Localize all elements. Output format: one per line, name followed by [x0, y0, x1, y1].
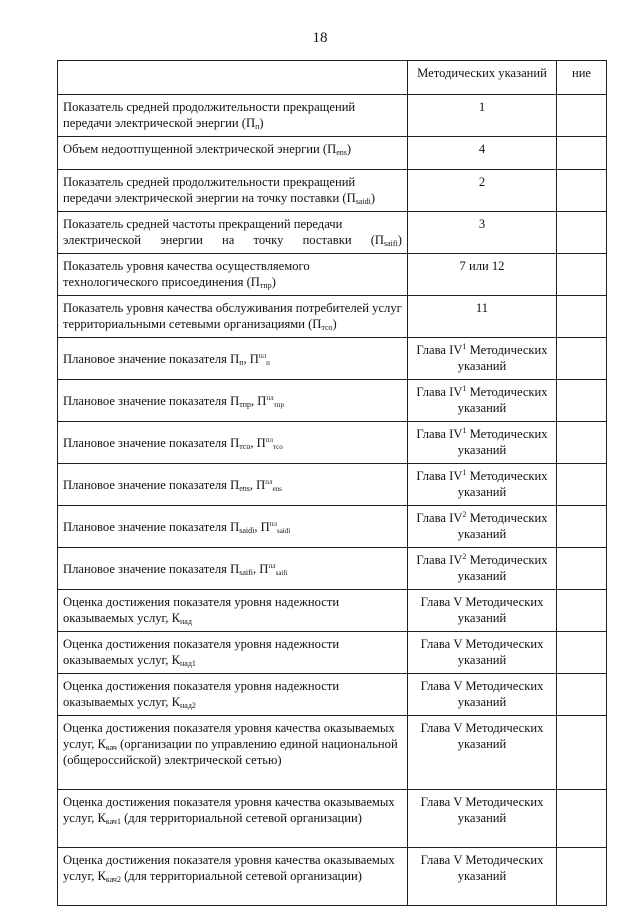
table-row [58, 464, 607, 506]
table-row [58, 632, 607, 674]
indicator-name: Оценка достижения показателя уровня качества оказываемых услуг, $К_{кач1}$ (для территориальной сетевой организации) [58, 790, 408, 848]
indicator-extra [557, 506, 607, 548]
indicator-name: Плановое значение показателя $П_{тсо}$, $П^{пл}_{тсо}$ [58, 422, 408, 464]
indicator-reference: Глава $IV^1$ Методических указаний [408, 338, 557, 380]
indicator-name: Оценка достижения показателя уровня надежности оказываемых услуг, $К_{над1}$ [58, 632, 408, 674]
indicator-name: Плановое значение показателя $П_{ens}$, $П^{пл}_{ens}$ [58, 464, 408, 506]
indicator-reference: Глава $IV^1$ Методических указаний [408, 464, 557, 506]
indicator-extra [557, 212, 607, 254]
indicator-reference: Глава $IV^1$ Методических указаний [408, 380, 557, 422]
indicator-name: Оценка достижения показателя уровня надежности оказываемых услуг, $К_{над2}$ [58, 674, 408, 716]
table-row [58, 254, 607, 296]
table-row [58, 506, 607, 548]
indicator-name: Показатель средней продолжительности прекращений передачи электрической энергии на точку поставки $(П_{saidi})$ [58, 170, 408, 212]
table-row [58, 674, 607, 716]
indicator-extra [557, 632, 607, 674]
indicator-reference: Глава V Методических указаний [408, 632, 557, 674]
header-cell-reference: Методических указаний [408, 61, 557, 95]
indicator-extra [557, 296, 607, 338]
indicator-reference: 2 [408, 170, 557, 212]
indicator-reference: Глава V Методических указаний [408, 790, 557, 848]
table-row [58, 95, 607, 137]
table-row [58, 848, 607, 906]
indicator-name: Показатель уровня качества обслуживания потребителей услуг территориальными сетевыми организациями $(П_{тсо})$ [58, 296, 408, 338]
indicator-extra [557, 95, 607, 137]
indicator-reference: Глава V Методических указаний [408, 590, 557, 632]
indicator-name: Объем недоотпущенной электрической энергии $(П_{ens})$ [58, 137, 408, 170]
indicator-name: Оценка достижения показателя уровня качества оказываемых услуг, $К_{кач2}$ (для территориальной сетевой организации) [58, 848, 408, 906]
indicator-reference: Глава V Методических указаний [408, 716, 557, 790]
indicator-extra [557, 422, 607, 464]
indicator-name: Показатель уровня качества осуществляемого технологического присоединения $(П_{тпр})$ [58, 254, 408, 296]
table-row [58, 212, 607, 254]
indicator-table [57, 60, 607, 906]
indicator-extra [557, 464, 607, 506]
header-cell-extra: ние [557, 61, 607, 95]
indicator-reference: Глава V Методических указаний [408, 848, 557, 906]
indicator-reference: 7 или 12 [408, 254, 557, 296]
table-row [58, 548, 607, 590]
indicator-name: Плановое значение показателя $П_{saifi}$, $П^{пл}_{saifi}$ [58, 548, 408, 590]
header-cell-name [58, 61, 408, 95]
indicator-reference: 4 [408, 137, 557, 170]
indicator-name: Оценка достижения показателя уровня надежности оказываемых услуг, $К_{над}$ [58, 590, 408, 632]
page-number: 18 [312, 30, 328, 46]
indicator-reference: 1 [408, 95, 557, 137]
indicator-extra [557, 716, 607, 790]
table-row [58, 790, 607, 848]
indicator-name: Показатель средней частоты прекращений передачи электрической энергии на точку поставки $(П_{saifi})$ [58, 212, 408, 254]
indicator-reference: Глава $IV^2$ Методических указаний [408, 506, 557, 548]
table-row [58, 422, 607, 464]
indicator-reference: Глава V Методических указаний [408, 674, 557, 716]
indicator-extra [557, 790, 607, 848]
indicator-extra [557, 380, 607, 422]
indicator-extra [557, 137, 607, 170]
table-row [58, 716, 607, 790]
indicator-extra [557, 338, 607, 380]
table-header-row [58, 61, 607, 95]
indicator-name: Показатель средней продолжительности прекращений передачи электрической энергии $(П_п)$ [58, 95, 408, 137]
table-row [58, 590, 607, 632]
indicator-reference: Глава $IV^2$ Методических указаний [408, 548, 557, 590]
indicator-reference: Глава $IV^1$ Методических указаний [408, 422, 557, 464]
indicator-extra [557, 674, 607, 716]
indicator-extra [557, 548, 607, 590]
indicator-name: Плановое значение показателя $П_п$, $П^{пл}_п$ [58, 338, 408, 380]
indicator-extra [557, 170, 607, 212]
indicator-extra [557, 848, 607, 906]
table-row [58, 137, 607, 170]
table-row [58, 170, 607, 212]
indicator-name: Оценка достижения показателя уровня качества оказываемых услуг, $К_{кач}$ (организации по управлению единой национальной (общероссийской) электрической сетью) [58, 716, 408, 790]
table-row [58, 380, 607, 422]
indicator-name: Плановое значение показателя $П_{saidi}$, $П^{пл}_{saidi}$ [58, 506, 408, 548]
indicator-extra [557, 590, 607, 632]
table-row [58, 338, 607, 380]
indicator-reference: 3 [408, 212, 557, 254]
indicator-name: Плановое значение показателя $П_{тпр}$, $П^{пл}_{тпр}$ [58, 380, 408, 422]
table-row [58, 296, 607, 338]
indicator-reference: 11 [408, 296, 557, 338]
indicator-extra [557, 254, 607, 296]
